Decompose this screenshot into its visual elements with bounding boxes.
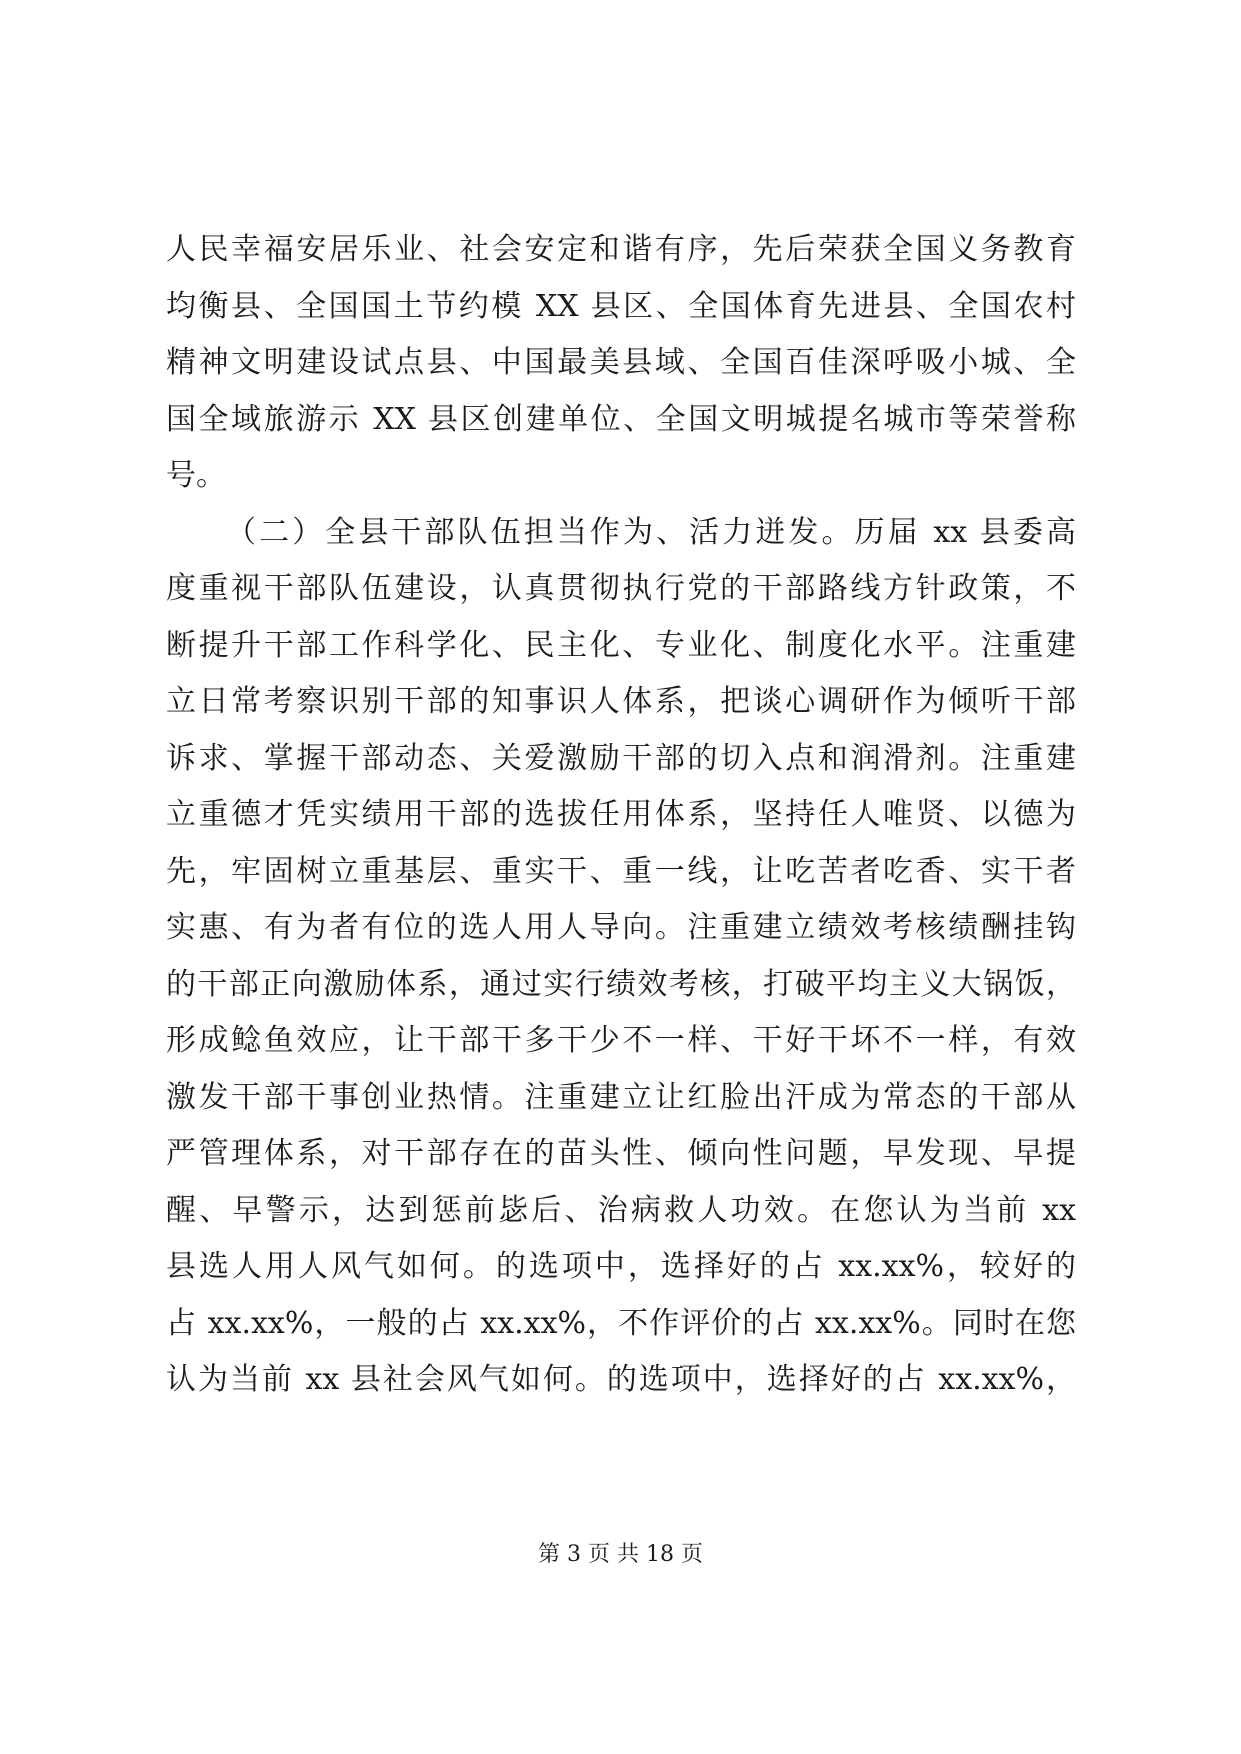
document-body	[166, 222, 1076, 1409]
text-line: 立日常考察识别干部的知事识人体系，把谈心调研作为倾听干部	[166, 684, 1076, 719]
text-line: 占 xx.xx%，一般的占 xx.xx%，不作评价的占 xx.xx%。同时在您	[166, 1305, 1076, 1341]
paragraph-1	[166, 222, 1076, 505]
text-line: 人民幸福安居乐业、社会安定和谐有序，先后荣获全国义务教育	[166, 232, 1076, 267]
text-line: 精神文明建设试点县、中国最美县域、全国百佳深呼吸小城、全	[166, 345, 1076, 380]
text-line: 先，牢固树立重基层、重实干、重一线，让吃苦者吃香、实干者	[166, 853, 1076, 889]
text-line: 激发干部干事创业热情。注重建立让红脸出汗成为常态的干部从	[166, 1079, 1076, 1115]
text-line: 立重德才凭实绩用干部的选拔任用体系，坚持任人唯贤、以德为	[166, 797, 1076, 832]
text-line: 号。	[166, 458, 226, 493]
text-line: 诉求、掌握干部动态、关爱激励干部的切入点和润滑剂。注重建	[166, 740, 1076, 776]
text-line: 认为当前 xx 县社会风气如何。的选项中，选择好的占 xx.xx%，	[166, 1362, 1076, 1397]
text-line: 度重视干部队伍建设，认真贯彻执行党的干部路线方针政策，不	[166, 571, 1076, 606]
text-line: 实惠、有为者有位的选人用人导向。注重建立绩效考核绩酬挂钩	[166, 910, 1076, 945]
text-line: 县选人用人风气如何。的选项中，选择好的占 xx.xx%，较好的	[166, 1249, 1076, 1284]
text-line: 国全域旅游示 XX 县区创建单位、全国文明城提名城市等荣誉称	[166, 401, 1076, 437]
text-line: 断提升干部工作科学化、民主化、专业化、制度化水平。注重建	[166, 627, 1076, 663]
text-line: 的干部正向激励体系，通过实行绩效考核，打破平均主义大锅饭，	[166, 966, 1076, 1002]
text-line: 醒、早警示，达到惩前毖后、治病救人功效。在您认为当前 xx	[166, 1192, 1076, 1228]
paragraph-2	[166, 505, 1076, 1409]
text-line: 均衡县、全国国土节约模 XX 县区、全国体育先进县、全国农村	[166, 288, 1076, 324]
text-line: （二）全县干部队伍担当作为、活力迸发。历届 xx 县委高	[226, 514, 1076, 550]
page-footer: 第 3 页 共 18 页	[538, 1542, 703, 1567]
text-line: 严管理体系，对干部存在的苗头性、倾向性问题，早发现、早提	[166, 1136, 1076, 1171]
text-line: 形成鲶鱼效应，让干部干多干少不一样、干好干坏不一样，有效	[166, 1023, 1076, 1058]
